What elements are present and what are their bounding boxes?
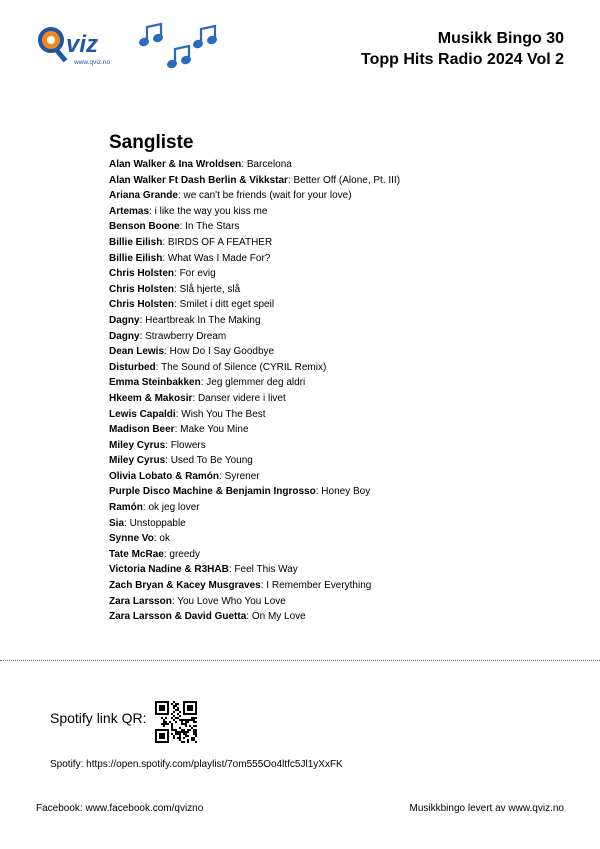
song-artist: Hkeem & Makosir: [109, 392, 193, 404]
song-separator: :: [174, 299, 180, 311]
song-title: I Remember Everything: [266, 580, 372, 592]
song-artist: Benson Boone: [109, 221, 180, 233]
song-title: In The Stars: [185, 221, 240, 233]
song-title: Feel This Way: [234, 564, 298, 576]
song-artist: Madison Beer: [109, 424, 175, 436]
dotted-divider: [0, 660, 600, 661]
song-separator: :: [139, 314, 146, 326]
song-title: Used To Be Young: [170, 455, 253, 467]
song-separator: :: [315, 486, 322, 498]
song-separator: :: [153, 533, 160, 545]
song-artist: Purple Disco Machine & Benjamin Ingrosso: [109, 486, 316, 498]
song-row: [109, 204, 569, 220]
song-row: [109, 157, 569, 173]
header-title-line2: Topp Hits Radio 2024 Vol 2: [361, 51, 564, 68]
song-title: Make You Mine: [180, 424, 249, 436]
spotify-qr-code[interactable]: [155, 701, 197, 743]
song-artist: Miley Cyrus: [109, 439, 166, 451]
song-title: Danser videre i livet: [197, 392, 286, 404]
song-artist: Zach Bryan & Kacey Musgraves: [109, 580, 261, 592]
song-separator: :: [165, 439, 171, 451]
song-row: [109, 251, 569, 267]
song-title: How Do I Say Goodbye: [169, 346, 275, 358]
song-separator: :: [174, 424, 181, 436]
song-rows: [109, 157, 569, 625]
song-title: Slå hjerte, slå: [179, 283, 241, 295]
song-artist: Chris Holsten: [109, 283, 175, 295]
spotify-link[interactable]: Spotify: https://open.spotify.com/playlist/7om555Oo4ltfc5Jl1yXxFK: [50, 759, 343, 770]
song-artist: Ramón: [109, 502, 143, 514]
song-row: [109, 313, 569, 329]
song-artist: Lewis Capaldi: [109, 408, 176, 420]
song-separator: :: [139, 330, 146, 342]
song-artist: Disturbed: [109, 361, 156, 373]
song-title: Syrener: [224, 470, 260, 482]
song-separator: :: [177, 190, 184, 202]
song-row: [109, 391, 569, 407]
song-title: Jeg glemmer deg aldri: [206, 377, 306, 389]
song-row: [109, 438, 569, 454]
song-separator: :: [260, 580, 267, 592]
song-separator: :: [171, 595, 178, 607]
song-title: Flowers: [170, 439, 206, 451]
song-row: [109, 453, 569, 469]
song-title: i like the way you kiss me: [154, 205, 268, 217]
song-row: [109, 266, 569, 282]
song-title: Barcelona: [246, 159, 292, 170]
song-row: [109, 562, 569, 578]
song-title: Better Off (Alone, Pt. III): [293, 174, 401, 186]
song-separator: :: [175, 408, 182, 420]
song-title: Unstoppable: [129, 517, 186, 529]
song-artist: Olivia Lobato & Ramón: [109, 470, 220, 482]
song-separator: :: [174, 283, 180, 295]
song-separator: :: [162, 236, 168, 248]
song-list: [109, 132, 569, 625]
song-row: [109, 422, 569, 438]
song-artist: Artemas: [109, 205, 150, 217]
logo-wordmark: viz: [66, 31, 99, 58]
song-list-heading: Sangliste: [109, 132, 194, 153]
song-separator: :: [162, 252, 168, 264]
song-title: For evig: [179, 268, 216, 280]
song-artist: Victoria Nadine & R3HAB: [109, 564, 229, 576]
song-title: Honey Boy: [321, 486, 371, 498]
song-row: [109, 516, 569, 532]
header-title-line1: Musikk Bingo 30: [437, 30, 564, 47]
song-row: [109, 594, 569, 610]
footer-credit[interactable]: Musikkbingo levert av www.qviz.no: [409, 803, 564, 814]
song-artist: Billie Eilish: [109, 252, 163, 264]
header-title: [361, 28, 564, 70]
song-separator: :: [246, 611, 252, 623]
song-row: [109, 407, 569, 423]
song-separator: :: [192, 392, 198, 404]
qr-label: Spotify link QR:: [50, 710, 147, 726]
song-row: [109, 500, 569, 516]
song-separator: :: [142, 502, 149, 514]
song-row: [109, 578, 569, 594]
song-separator: :: [200, 377, 207, 389]
song-title: ok: [159, 533, 170, 545]
music-notes-icon: [136, 22, 220, 72]
song-artist: Zara Larsson: [109, 595, 172, 607]
song-artist: Alan Walker & Ina Wroldsen: [109, 159, 242, 170]
song-separator: :: [163, 548, 170, 560]
song-separator: :: [219, 470, 225, 482]
song-artist: Zara Larsson & David Guetta: [109, 611, 247, 623]
song-row: [109, 235, 569, 251]
song-separator: :: [164, 346, 170, 358]
logo-url: www.qviz.no: [74, 59, 111, 66]
song-title: You Love Who You Love: [177, 595, 286, 607]
song-artist: Emma Steinbakken: [109, 377, 201, 389]
song-title: The Sound of Silence (CYRIL Remix): [161, 361, 327, 373]
song-title: BIRDS OF A FEATHER: [167, 236, 273, 248]
song-row: [109, 282, 569, 298]
song-separator: :: [155, 361, 162, 373]
song-row: [109, 219, 569, 235]
song-artist: Sia: [109, 517, 125, 529]
song-row: [109, 360, 569, 376]
song-artist: Billie Eilish: [109, 236, 163, 248]
song-artist: Tate McRae: [109, 548, 164, 560]
song-title: Wish You The Best: [181, 408, 266, 420]
song-separator: :: [179, 221, 186, 233]
song-row: [109, 469, 569, 485]
song-row: [109, 297, 569, 313]
song-separator: :: [124, 517, 130, 529]
logo-q-center: [47, 36, 55, 44]
song-row: [109, 547, 569, 563]
qviz-logo: [36, 22, 132, 68]
song-artist: Synne Vo: [109, 533, 154, 545]
song-artist: Dean Lewis: [109, 346, 165, 358]
song-artist: Dagny: [109, 330, 140, 342]
song-title: Heartbreak In The Making: [145, 314, 261, 326]
song-title: greedy: [169, 548, 200, 560]
song-separator: :: [165, 455, 171, 467]
song-artist: Ariana Grande: [109, 190, 178, 202]
song-artist: Dagny: [109, 314, 140, 326]
song-row: [109, 329, 569, 345]
footer-facebook[interactable]: Facebook: www.facebook.com/qvizno: [36, 803, 204, 814]
song-title: On My Love: [251, 611, 306, 623]
song-row: [109, 375, 569, 391]
song-title: we can't be friends (wait for your love): [183, 190, 352, 202]
song-artist: Alan Walker Ft Dash Berlin & Vikkstar: [109, 174, 288, 186]
song-separator: :: [228, 564, 235, 576]
song-row: [109, 609, 569, 625]
song-row: [109, 188, 569, 204]
song-row: [109, 484, 569, 500]
song-row: [109, 344, 569, 360]
song-artist: Chris Holsten: [109, 268, 175, 280]
song-row: [109, 173, 569, 189]
song-artist: Miley Cyrus: [109, 455, 166, 467]
song-title: ok jeg lover: [148, 502, 200, 514]
song-separator: :: [241, 159, 247, 170]
song-separator: :: [149, 205, 155, 217]
song-separator: :: [287, 174, 294, 186]
song-separator: :: [174, 268, 180, 280]
song-title: Smilet i ditt eget speil: [179, 299, 275, 311]
song-row: [109, 531, 569, 547]
song-artist: Chris Holsten: [109, 299, 175, 311]
song-title: What Was I Made For?: [167, 252, 271, 264]
song-title: Strawberry Dream: [145, 330, 227, 342]
